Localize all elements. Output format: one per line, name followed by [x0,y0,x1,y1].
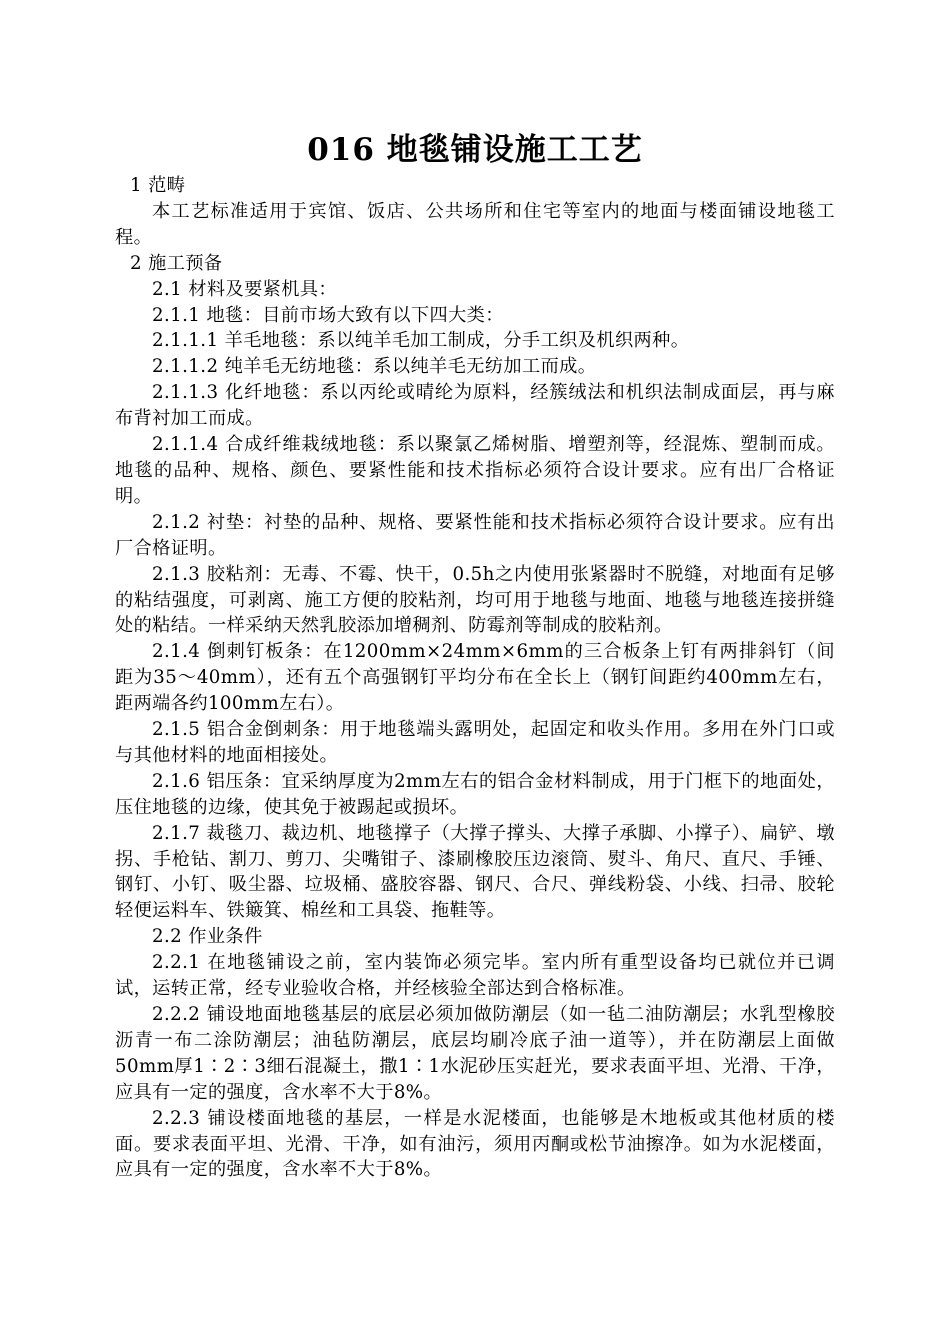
body-paragraph: 2.1 材料及要紧机具： [152,278,338,300]
section-heading: 2 施工预备 [130,252,223,274]
section-heading: 1 范畴 [130,175,186,196]
body-paragraph: 2.1.5 铝合金倒刺条：用于地毯端头露明处，起固定和收头作用。多用在外门口或与其他材料的地面相接处。 [115,719,835,766]
body-paragraph: 2.1.1.3 化纤地毯：系以丙纶或晴纶为原料，经簇绒法和机织法制成面层，再与麻布背衬加工而成。 [115,382,835,430]
body-paragraph: 2.1.3 胶粘剂：无毒、不霉、快干，0.5h之内使用张紧器时不脱缝，对地面有足够的粘结强度，可剥离、施工方便的胶粘剂，均可用于地毯与地面、地毯与地毯连接拼缝处的粘结。一样采纳天然乳胶添加增稠剂、防霉剂等制成的胶粘剂。 [115,563,835,637]
body-paragraph: 本工艺标准适用于宾馆、饭店、公共场所和住宅等室内的地面与楼面铺设地毯工程。 [115,200,835,248]
body-paragraph: 2.2 作业条件 [152,926,263,948]
document-title: 016 地毯铺设施工工艺 [307,132,643,168]
body-paragraph: 2.2.1 在地毯铺设之前，室内装饰必须完毕。室内所有重型设备均已就位并已调试，运转正常，经专业验收合格，并经核验全部达到合格标准。 [115,952,835,1000]
body-paragraph: 2.1.6 铝压条：宜采纳厚度为2mm左右的铝合金材料制成，用于门框下的地面处，压住地毯的边缘，使其免于被踢起或损坏。 [115,770,835,818]
body-paragraph: 2.2.2 铺设地面地毯基层的底层必须加做防潮层（如一毡二油防潮层；水乳型橡胶沥青一布二涂防潮层；油毡防潮层，底层均刷冷底子油一道等），并在防潮层上面做50mm厚1∶2∶3细石混凝土，撒1∶1水泥砂压实赶光，要求表面平坦、光滑、干净，应具有一定的强度，含水率不大于8%。 [115,1004,835,1103]
body-paragraph: 2.1.4 倒刺钉板条：在1200mm×24mm×6mm的三合板条上钉有两排斜钉（间距为35～40mm），还有五个高强钢钉平均分布在全长上（钢钉间距约400mm左右，距两端各约100mm左右）。 [115,641,835,715]
body-paragraph: 2.1.2 衬垫：衬垫的品种、规格、要紧性能和技术指标必须符合设计要求。应有出厂合格证明。 [115,511,835,559]
body-paragraph: 2.1.1 地毯：目前市场大致有以下四大类： [152,304,504,326]
body-paragraph: 2.1.7 裁毯刀、裁边机、地毯撑子（大撑子撑头、大撑子承脚、小撑子）、扁铲、墩拐、手枪钻、割刀、剪刀、尖嘴钳子、漆刷橡胶压边滚筒、熨斗、角尺、直尺、手锤、钢钉、小钉、吸尘器、垃圾桶、盛胶容器、钢尺、合尺、弹线粉袋、小线、扫帚、胶轮轻便运料车、铁簸箕、棉丝和工具袋、拖鞋等。 [115,822,835,922]
body-paragraph: 2.1.1.1 羊毛地毯：系以纯羊毛加工制成，分手工织及机织两种。 [152,330,690,352]
body-paragraph: 2.1.1.2 纯羊毛无纺地毯：系以纯羊毛无纺加工而成。 [152,356,597,378]
body-paragraph: 2.2.3 铺设楼面地毯的基层，一样是水泥楼面，也能够是木地板或其他材质的楼面。要求表面平坦、光滑、干净，如有油污，须用丙酮或松节油擦净。如为水泥楼面，应具有一定的强度，含水率不大于8%。 [115,1107,835,1181]
document-body [115,173,835,1183]
body-paragraph: 2.1.1.4 合成纤维栽绒地毯：系以聚氯乙烯树脂、增塑剂等，经混炼、塑制而成。地毯的品种、规格、颜色、要紧性能和技术指标必须符合设计要求。应有出厂合格证明。 [115,434,835,507]
